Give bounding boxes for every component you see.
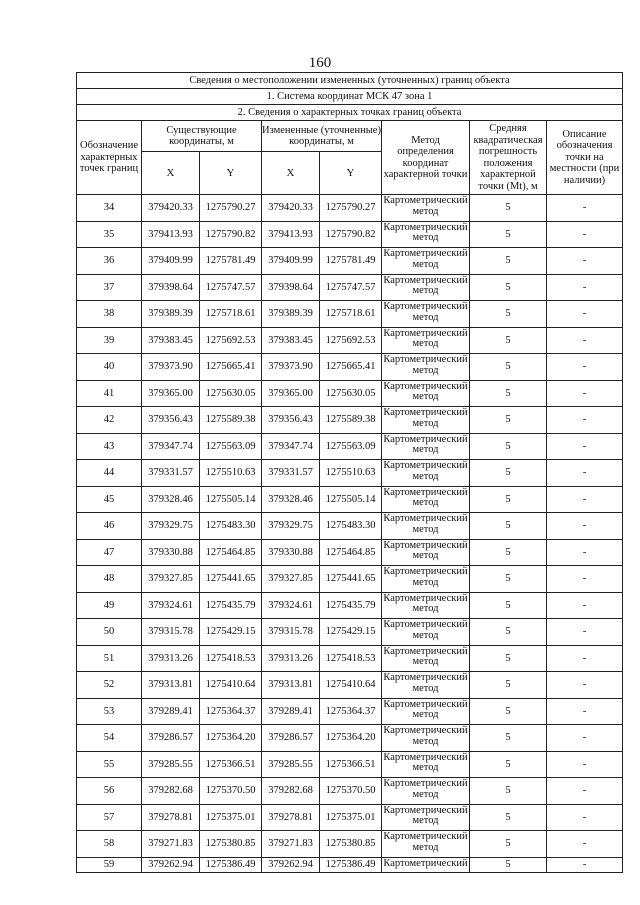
table-row: [77, 778, 623, 805]
changed-y-cell: 1275665.41: [320, 354, 382, 381]
method-cell: Картометрический метод: [382, 592, 470, 619]
existing-y-cell: 1275364.37: [200, 698, 262, 725]
table-row: [77, 804, 623, 831]
method-cell: Картометрический метод: [382, 619, 470, 646]
method-cell: Картометрический метод: [382, 566, 470, 593]
existing-y-cell: 1275464.85: [200, 539, 262, 566]
changed-x-cell: 379289.41: [262, 698, 320, 725]
method-cell: Картометрический метод: [382, 327, 470, 354]
accuracy-cell: 5: [470, 831, 547, 858]
table-row: [77, 380, 623, 407]
point-id-cell: 39: [77, 327, 142, 354]
changed-y-cell: 1275386.49: [320, 857, 382, 872]
changed-y-cell: 1275366.51: [320, 751, 382, 778]
accuracy-cell: 5: [470, 619, 547, 646]
description-cell: -: [547, 566, 623, 593]
accuracy-cell: 5: [470, 433, 547, 460]
accuracy-cell: 5: [470, 380, 547, 407]
changed-x-cell: 379286.57: [262, 725, 320, 752]
table-row: [77, 857, 623, 872]
existing-x-cell: 379313.81: [142, 672, 200, 699]
changed-x-cell: 379373.90: [262, 354, 320, 381]
table-row: [77, 221, 623, 248]
changed-x-cell: 379389.39: [262, 301, 320, 328]
method-cell: Картометрический метод: [382, 645, 470, 672]
accuracy-cell: 5: [470, 645, 547, 672]
changed-y-cell: 1275718.61: [320, 301, 382, 328]
coordinate-system-heading: 1. Система координат МСК 47 зона 1: [77, 89, 623, 105]
existing-y-cell: 1275483.30: [200, 513, 262, 540]
existing-y-cell: 1275781.49: [200, 248, 262, 275]
method-cell: Картометрический метод: [382, 460, 470, 487]
point-id-cell: 35: [77, 221, 142, 248]
existing-x-cell: 379331.57: [142, 460, 200, 487]
method-cell: Картометрический: [382, 857, 470, 872]
table-body: [77, 195, 623, 873]
changed-y-cell: 1275483.30: [320, 513, 382, 540]
accuracy-cell: 5: [470, 539, 547, 566]
existing-x-cell: 379271.83: [142, 831, 200, 858]
table-row: [77, 566, 623, 593]
changed-y-cell: 1275380.85: [320, 831, 382, 858]
changed-y-cell: 1275441.65: [320, 566, 382, 593]
method-cell: Картометрический метод: [382, 407, 470, 434]
existing-x-cell: 379383.45: [142, 327, 200, 354]
accuracy-cell: 5: [470, 221, 547, 248]
table-row: [77, 539, 623, 566]
point-id-cell: 56: [77, 778, 142, 805]
table-row: [77, 195, 623, 222]
point-id-cell: 37: [77, 274, 142, 301]
existing-y-cell: 1275435.79: [200, 592, 262, 619]
existing-y-cell: 1275790.27: [200, 195, 262, 222]
existing-x-cell: 379373.90: [142, 354, 200, 381]
method-cell: Картометрический метод: [382, 672, 470, 699]
point-id-cell: 57: [77, 804, 142, 831]
table-row: [77, 327, 623, 354]
point-id-cell: 53: [77, 698, 142, 725]
accuracy-cell: 5: [470, 804, 547, 831]
table-row: [77, 645, 623, 672]
changed-x-cell: 379327.85: [262, 566, 320, 593]
changed-x-cell: 379347.74: [262, 433, 320, 460]
header-point: Обозначение характерных точек границ: [77, 121, 142, 195]
table-row: [77, 619, 623, 646]
changed-x-cell: 379365.00: [262, 380, 320, 407]
accuracy-cell: 5: [470, 725, 547, 752]
points-section-heading: 2. Сведения о характерных точках границ объекта: [77, 105, 623, 121]
point-id-cell: 55: [77, 751, 142, 778]
changed-y-cell: 1275429.15: [320, 619, 382, 646]
accuracy-cell: 5: [470, 248, 547, 275]
table-row: [77, 486, 623, 513]
existing-x-cell: 379413.93: [142, 221, 200, 248]
point-id-cell: 46: [77, 513, 142, 540]
method-cell: Картометрический метод: [382, 433, 470, 460]
existing-y-cell: 1275410.64: [200, 672, 262, 699]
description-cell: -: [547, 725, 623, 752]
existing-x-cell: 379285.55: [142, 751, 200, 778]
accuracy-cell: 5: [470, 672, 547, 699]
method-cell: Картометрический метод: [382, 831, 470, 858]
changed-x-cell: 379315.78: [262, 619, 320, 646]
changed-x-cell: 379413.93: [262, 221, 320, 248]
existing-y-cell: 1275418.53: [200, 645, 262, 672]
point-id-cell: 49: [77, 592, 142, 619]
method-cell: Картометрический метод: [382, 778, 470, 805]
table-row: [77, 301, 623, 328]
description-cell: -: [547, 831, 623, 858]
description-cell: -: [547, 433, 623, 460]
point-id-cell: 58: [77, 831, 142, 858]
existing-y-cell: 1275380.85: [200, 831, 262, 858]
description-cell: -: [547, 354, 623, 381]
point-id-cell: 48: [77, 566, 142, 593]
accuracy-cell: 5: [470, 778, 547, 805]
changed-y-cell: 1275510.63: [320, 460, 382, 487]
method-cell: Картометрический метод: [382, 804, 470, 831]
table-row: [77, 831, 623, 858]
description-cell: -: [547, 195, 623, 222]
header-existing-coords: Существующие координаты, м: [142, 121, 262, 152]
table-row: [77, 407, 623, 434]
header-changed-x: X: [262, 152, 320, 195]
changed-x-cell: 379329.75: [262, 513, 320, 540]
point-id-cell: 34: [77, 195, 142, 222]
table-row: [77, 433, 623, 460]
existing-y-cell: 1275375.01: [200, 804, 262, 831]
accuracy-cell: 5: [470, 751, 547, 778]
existing-y-cell: 1275364.20: [200, 725, 262, 752]
point-id-cell: 36: [77, 248, 142, 275]
table-row: [77, 592, 623, 619]
existing-y-cell: 1275665.41: [200, 354, 262, 381]
description-cell: -: [547, 460, 623, 487]
method-cell: Картометрический метод: [382, 751, 470, 778]
changed-y-cell: 1275375.01: [320, 804, 382, 831]
point-id-cell: 38: [77, 301, 142, 328]
changed-y-cell: 1275505.14: [320, 486, 382, 513]
description-cell: -: [547, 407, 623, 434]
existing-x-cell: 379330.88: [142, 539, 200, 566]
existing-y-cell: 1275692.53: [200, 327, 262, 354]
existing-y-cell: 1275747.57: [200, 274, 262, 301]
accuracy-cell: 5: [470, 460, 547, 487]
accuracy-cell: 5: [470, 301, 547, 328]
existing-x-cell: 379328.46: [142, 486, 200, 513]
point-id-cell: 42: [77, 407, 142, 434]
existing-x-cell: 379327.85: [142, 566, 200, 593]
changed-x-cell: 379285.55: [262, 751, 320, 778]
changed-x-cell: 379383.45: [262, 327, 320, 354]
changed-y-cell: 1275747.57: [320, 274, 382, 301]
table-row: [77, 672, 623, 699]
existing-x-cell: 379315.78: [142, 619, 200, 646]
method-cell: Картометрический метод: [382, 486, 470, 513]
existing-x-cell: 379365.00: [142, 380, 200, 407]
header-changed-y: Y: [320, 152, 382, 195]
existing-y-cell: 1275366.51: [200, 751, 262, 778]
existing-y-cell: 1275563.09: [200, 433, 262, 460]
accuracy-cell: 5: [470, 592, 547, 619]
method-cell: Картометрический метод: [382, 354, 470, 381]
existing-x-cell: 379289.41: [142, 698, 200, 725]
existing-x-cell: 379278.81: [142, 804, 200, 831]
header-changed-coords: Измененные (уточненные) координаты, м: [262, 121, 382, 152]
accuracy-cell: 5: [470, 327, 547, 354]
changed-x-cell: 379282.68: [262, 778, 320, 805]
changed-x-cell: 379420.33: [262, 195, 320, 222]
existing-x-cell: 379313.26: [142, 645, 200, 672]
description-cell: -: [547, 592, 623, 619]
existing-y-cell: 1275589.38: [200, 407, 262, 434]
header-accuracy: Средняя квадратическая погрешность положения характерной точки (Mt), м: [470, 121, 547, 195]
accuracy-cell: 5: [470, 566, 547, 593]
table-row: [77, 725, 623, 752]
accuracy-cell: 5: [470, 513, 547, 540]
description-cell: -: [547, 221, 623, 248]
method-cell: Картометрический метод: [382, 274, 470, 301]
existing-x-cell: 379420.33: [142, 195, 200, 222]
existing-y-cell: 1275718.61: [200, 301, 262, 328]
changed-y-cell: 1275589.38: [320, 407, 382, 434]
existing-y-cell: 1275386.49: [200, 857, 262, 872]
method-cell: Картометрический метод: [382, 221, 470, 248]
description-cell: -: [547, 698, 623, 725]
method-cell: Картометрический метод: [382, 248, 470, 275]
table-title: Сведения о местоположении измененных (уточненных) границ объекта: [77, 73, 623, 89]
changed-x-cell: 379271.83: [262, 831, 320, 858]
header-method: Метод определения координат характерной точки: [382, 121, 470, 195]
table-row: [77, 248, 623, 275]
changed-y-cell: 1275790.82: [320, 221, 382, 248]
changed-x-cell: 379324.61: [262, 592, 320, 619]
existing-y-cell: 1275790.82: [200, 221, 262, 248]
changed-y-cell: 1275781.49: [320, 248, 382, 275]
existing-x-cell: 379262.94: [142, 857, 200, 872]
description-cell: -: [547, 486, 623, 513]
point-id-cell: 52: [77, 672, 142, 699]
description-cell: -: [547, 248, 623, 275]
table-row: [77, 274, 623, 301]
changed-x-cell: 379278.81: [262, 804, 320, 831]
description-cell: -: [547, 778, 623, 805]
header-existing-x: X: [142, 152, 200, 195]
table-row: [77, 460, 623, 487]
method-cell: Картометрический метод: [382, 380, 470, 407]
point-id-cell: 40: [77, 354, 142, 381]
accuracy-cell: 5: [470, 486, 547, 513]
changed-x-cell: 379330.88: [262, 539, 320, 566]
accuracy-cell: 5: [470, 274, 547, 301]
point-id-cell: 45: [77, 486, 142, 513]
changed-x-cell: 379262.94: [262, 857, 320, 872]
changed-y-cell: 1275364.20: [320, 725, 382, 752]
method-cell: Картометрический метод: [382, 698, 470, 725]
changed-y-cell: 1275790.27: [320, 195, 382, 222]
accuracy-cell: 5: [470, 857, 547, 872]
point-id-cell: 47: [77, 539, 142, 566]
changed-y-cell: 1275435.79: [320, 592, 382, 619]
changed-y-cell: 1275464.85: [320, 539, 382, 566]
changed-y-cell: 1275370.50: [320, 778, 382, 805]
changed-x-cell: 379328.46: [262, 486, 320, 513]
description-cell: -: [547, 301, 623, 328]
description-cell: -: [547, 274, 623, 301]
point-id-cell: 54: [77, 725, 142, 752]
changed-x-cell: 379331.57: [262, 460, 320, 487]
page-number: 160: [308, 55, 332, 71]
method-cell: Картометрический метод: [382, 513, 470, 540]
description-cell: -: [547, 619, 623, 646]
method-cell: Картометрический метод: [382, 539, 470, 566]
header-existing-y: Y: [200, 152, 262, 195]
existing-y-cell: 1275441.65: [200, 566, 262, 593]
existing-y-cell: 1275510.63: [200, 460, 262, 487]
existing-y-cell: 1275505.14: [200, 486, 262, 513]
point-id-cell: 44: [77, 460, 142, 487]
existing-y-cell: 1275370.50: [200, 778, 262, 805]
changed-x-cell: 379313.26: [262, 645, 320, 672]
method-cell: Картометрический метод: [382, 725, 470, 752]
description-cell: -: [547, 513, 623, 540]
changed-x-cell: 379398.64: [262, 274, 320, 301]
existing-x-cell: 379324.61: [142, 592, 200, 619]
existing-x-cell: 379329.75: [142, 513, 200, 540]
description-cell: -: [547, 539, 623, 566]
existing-x-cell: 379282.68: [142, 778, 200, 805]
existing-x-cell: 379286.57: [142, 725, 200, 752]
description-cell: -: [547, 804, 623, 831]
existing-x-cell: 379398.64: [142, 274, 200, 301]
changed-y-cell: 1275364.37: [320, 698, 382, 725]
changed-x-cell: 379356.43: [262, 407, 320, 434]
existing-x-cell: 379356.43: [142, 407, 200, 434]
changed-y-cell: 1275630.05: [320, 380, 382, 407]
changed-x-cell: 379409.99: [262, 248, 320, 275]
existing-x-cell: 379347.74: [142, 433, 200, 460]
table-row: [77, 751, 623, 778]
method-cell: Картометрический метод: [382, 195, 470, 222]
description-cell: -: [547, 327, 623, 354]
point-id-cell: 41: [77, 380, 142, 407]
accuracy-cell: 5: [470, 354, 547, 381]
table-row: [77, 698, 623, 725]
description-cell: -: [547, 380, 623, 407]
changed-y-cell: 1275563.09: [320, 433, 382, 460]
accuracy-cell: 5: [470, 407, 547, 434]
point-id-cell: 59: [77, 857, 142, 872]
changed-y-cell: 1275410.64: [320, 672, 382, 699]
header-description: Описание обозначения точки на местности (при наличии): [547, 121, 623, 195]
method-cell: Картометрический метод: [382, 301, 470, 328]
changed-x-cell: 379313.81: [262, 672, 320, 699]
existing-y-cell: 1275630.05: [200, 380, 262, 407]
changed-y-cell: 1275418.53: [320, 645, 382, 672]
point-id-cell: 43: [77, 433, 142, 460]
boundary-points-table: [76, 72, 623, 873]
table-row: [77, 354, 623, 381]
description-cell: -: [547, 645, 623, 672]
changed-y-cell: 1275692.53: [320, 327, 382, 354]
existing-y-cell: 1275429.15: [200, 619, 262, 646]
description-cell: -: [547, 857, 623, 872]
existing-x-cell: 379389.39: [142, 301, 200, 328]
description-cell: -: [547, 751, 623, 778]
point-id-cell: 51: [77, 645, 142, 672]
accuracy-cell: 5: [470, 195, 547, 222]
accuracy-cell: 5: [470, 698, 547, 725]
existing-x-cell: 379409.99: [142, 248, 200, 275]
table-row: [77, 513, 623, 540]
point-id-cell: 50: [77, 619, 142, 646]
description-cell: -: [547, 672, 623, 699]
